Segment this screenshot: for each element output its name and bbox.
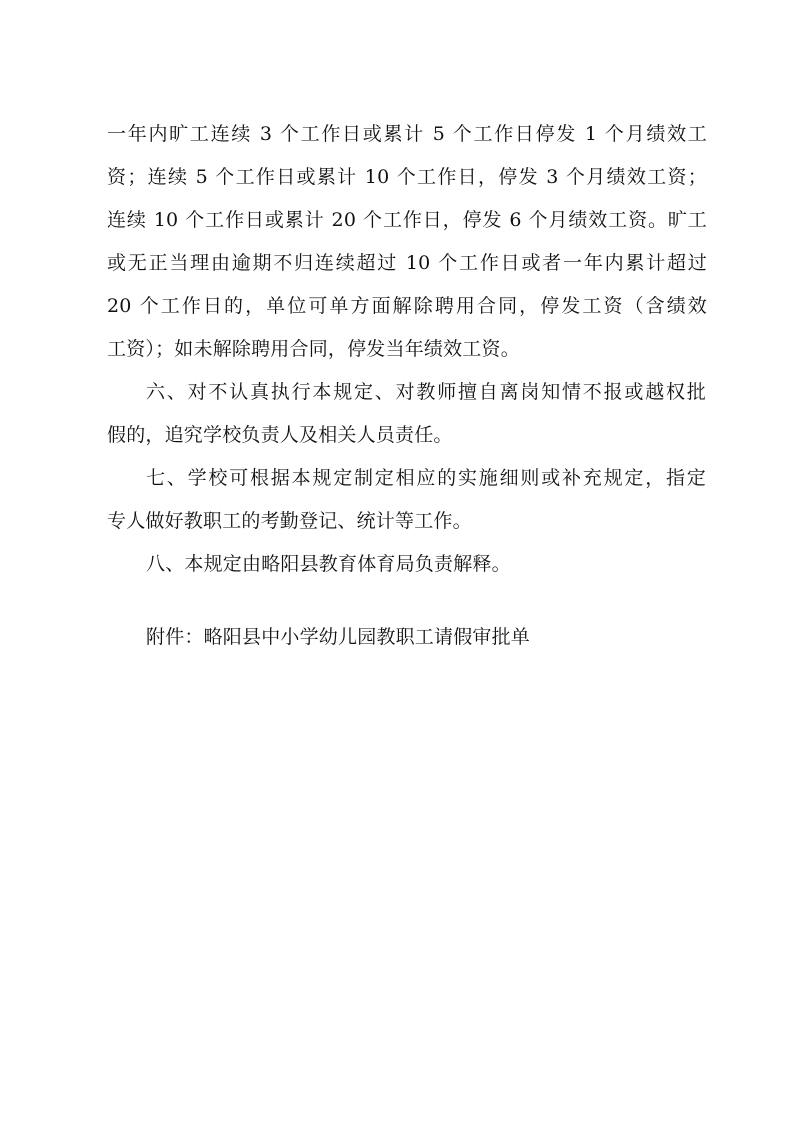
item-six-line: 六、对不认真执行本规定、对教师擅自离岗知情不报或越权批 [146, 381, 706, 403]
paragraph-line: 20 个工作日的，单位可单方面解除聘用合同，停发工资（含绩效 [107, 295, 707, 317]
item-seven-line: 专人做好教职工的考勤登记、统计等工作。 [107, 510, 472, 532]
item-eight-line: 八、本规定由略阳县教育体育局负责解释。 [146, 553, 511, 575]
item-six-line: 假的，追究学校负责人及相关人员责任。 [107, 424, 453, 446]
paragraph-line: 工资）；如未解除聘用合同，停发当年绩效工资。 [107, 338, 520, 360]
item-seven-line: 七、学校可根据本规定制定相应的实施细则或补充规定，指定 [146, 467, 706, 489]
paragraph-line: 连续 10 个工作日或累计 20 个工作日，停发 6 个月绩效工资。旷工 [107, 209, 707, 231]
paragraph-line: 或无正当理由逾期不归连续超过 10 个工作日或者一年内累计超过 [107, 252, 707, 274]
paragraph-line: 资；连续 5 个工作日或累计 10 个工作日，停发 3 个月绩效工资； [107, 166, 707, 188]
paragraph-line: 一年内旷工连续 3 个工作日或累计 5 个工作日停发 1 个月绩效工 [107, 123, 707, 145]
attachment-line: 附件：略阳县中小学幼儿园教职工请假审批单 [146, 626, 531, 648]
